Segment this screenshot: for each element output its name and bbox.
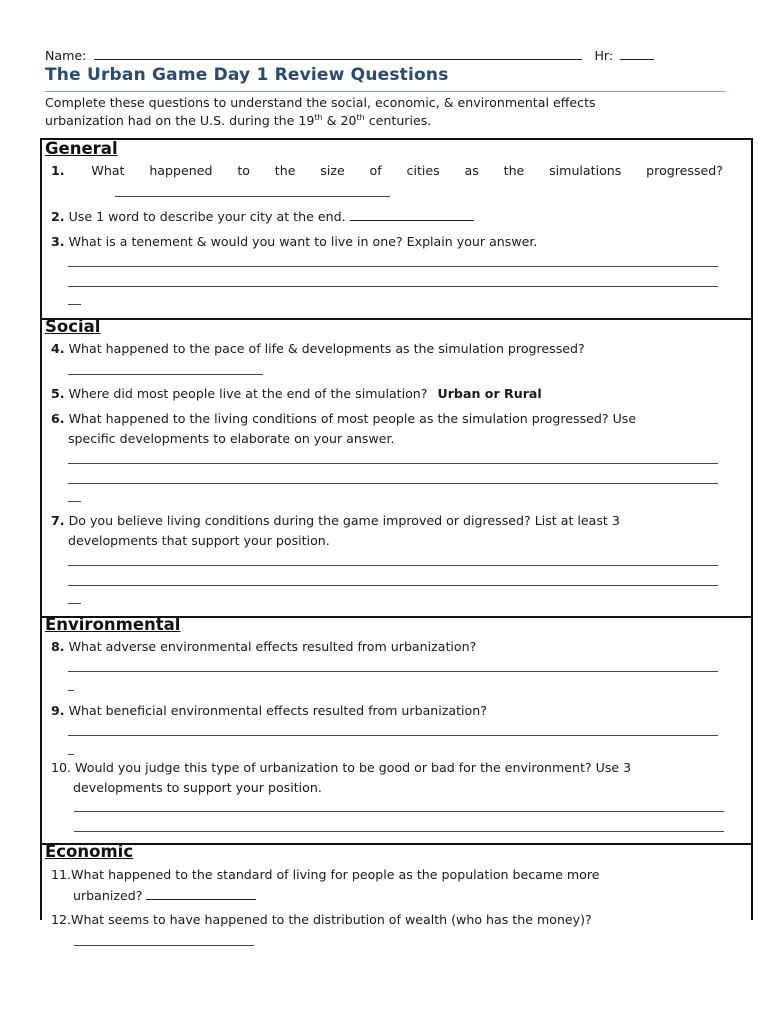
question-3: 3. What is a tenement & would you want to live in one? Explain your answer. xyxy=(51,234,538,249)
question-11: 11.What happened to the standard of living for people as the population became more urbanized? xyxy=(51,867,600,903)
answer-line-q7a[interactable] xyxy=(68,565,718,566)
section-title-general: General xyxy=(45,139,118,158)
answer-line-q7b[interactable] xyxy=(68,585,718,586)
question-1: 1. What happened to the size of cities as the simulations progressed? xyxy=(51,163,723,178)
answer-line-q10b[interactable] xyxy=(74,831,724,832)
box-top-border xyxy=(40,138,753,140)
question-4: 4. What happened to the pace of life & developments as the simulation progressed? xyxy=(51,341,585,356)
question-9: 9. What beneficial environmental effects resulted from urbanization? xyxy=(51,703,487,718)
answer-line-q6a[interactable] xyxy=(68,463,718,464)
intro-line-2: urbanization had on the U.S. during the 19th & 20th centuries. xyxy=(45,112,432,128)
answer-field-q2[interactable] xyxy=(350,208,474,221)
answer-field-q11[interactable] xyxy=(146,887,256,900)
title-divider xyxy=(45,91,725,92)
answer-line-q3b[interactable] xyxy=(68,286,718,287)
question-6: 6. What happened to the living conditions of most people as the simulation progressed? Use specific developments to elaborate on your answer. xyxy=(51,411,637,446)
intro-text xyxy=(45,94,695,130)
q5-options: Urban or Rural xyxy=(437,386,542,401)
hr-field[interactable] xyxy=(620,47,654,60)
answer-line-q6c[interactable] xyxy=(68,501,81,502)
answer-line-q4[interactable] xyxy=(68,374,263,375)
answer-line-q10a[interactable] xyxy=(74,811,724,812)
box-left-border xyxy=(40,138,42,920)
section-title-social: Social xyxy=(45,317,101,336)
page-title: The Urban Game Day 1 Review Questions xyxy=(45,65,449,85)
section-title-environmental: Environmental xyxy=(45,615,181,634)
divider-economic xyxy=(40,843,753,845)
answer-line-q3c[interactable] xyxy=(68,304,81,305)
hr-label: Hr: xyxy=(594,48,614,63)
question-10: 10. Would you judge this type of urbanization to be good or bad for the environment? Use 3 developments to support your position. xyxy=(51,760,632,795)
divider-social xyxy=(40,318,753,320)
question-2: 2. Use 1 word to describe your city at the end. xyxy=(51,208,474,225)
answer-line-q9a[interactable] xyxy=(68,735,718,736)
answer-line-q1[interactable] xyxy=(115,196,390,197)
box-right-border xyxy=(751,138,753,920)
name-label: Name: xyxy=(45,48,87,63)
question-5: 5. Where did most people live at the end of the simulation? Urban or Rural xyxy=(51,386,542,401)
intro-line-1: Complete these questions to understand the social, economic, & environmental effects xyxy=(45,95,596,110)
question-8: 8. What adverse environmental effects resulted from urbanization? xyxy=(51,639,477,654)
answer-line-q12[interactable] xyxy=(74,945,254,946)
answer-line-q8b[interactable] xyxy=(68,690,74,691)
header-name-line xyxy=(45,47,665,64)
section-title-economic: Economic xyxy=(45,842,134,861)
question-12: 12.What seems to have happened to the distribution of wealth (who has the money)? xyxy=(51,912,592,927)
answer-line-q7c[interactable] xyxy=(68,603,81,604)
answer-line-q9b[interactable] xyxy=(68,754,74,755)
question-7: 7. Do you believe living conditions during the game improved or digressed? List at least 3 developments that support your position. xyxy=(51,513,620,548)
answer-line-q6b[interactable] xyxy=(68,483,718,484)
answer-line-q3a[interactable] xyxy=(68,266,718,267)
answer-line-q8a[interactable] xyxy=(68,671,718,672)
name-field[interactable] xyxy=(94,47,582,60)
